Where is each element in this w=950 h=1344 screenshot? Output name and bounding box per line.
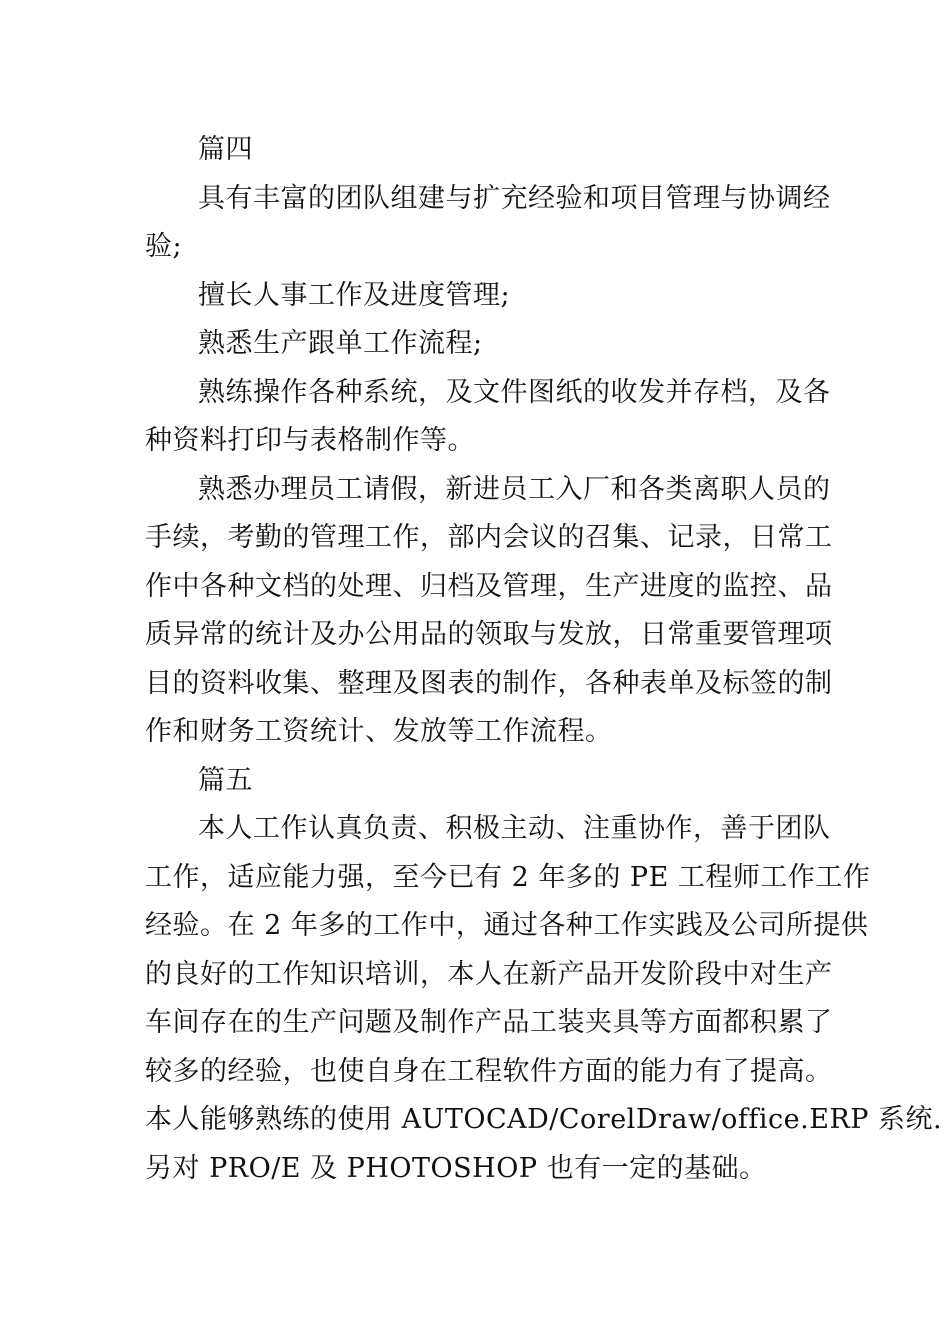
text-line: 擅长人事工作及进度管理; [198,279,511,311]
text-line: 目的资料收集、整理及图表的制作，各种表单及标签的制 [145,667,833,699]
text-line: 本人工作认真负责、积极主动、注重协作，善于团队 [198,813,831,844]
section-heading-5: 篇五 [198,764,253,796]
text-line: 本人能够熟练的使用 AUTOCAD/CorelDraw/office.ERP 系统. [145,1104,943,1135]
text-line: 经验。在 2 年多的工作中，通过各种工作实践及公司所提供 [145,910,869,941]
text-line: 熟悉办理员工请假，新进员工入厂和各类离职人员的 [198,473,831,505]
text-line: 的良好的工作知识培训，本人在新产品开发阶段中对生产 [145,958,833,990]
text-line: 验; [145,231,183,262]
text-line: 质异常的统计及办公用品的领取与发放，日常重要管理项 [145,619,833,650]
text-line: 种资料打印与表格制作等。 [145,425,475,456]
section-heading-4: 篇四 [198,134,253,165]
text-line: 车间存在的生产问题及制作产品工装夹具等方面都积累了 [145,1007,833,1038]
text-line: 作和财务工资统计、发放等工作流程。 [145,716,613,747]
text-line: 手续，考勤的管理工作，部内会议的召集、记录，日常工 [145,522,833,553]
document-body [145,126,943,1193]
text-line: 具有丰富的团队组建与扩充经验和项目管理与协调经 [198,182,831,214]
text-line: 较多的经验，也使自身在工程软件方面的能力有了提高。 [145,1055,833,1087]
text-line: 作中各种文档的处理、归档及管理，生产进度的监控、品 [145,570,833,602]
text-line: 工作，适应能力强，至今已有 2 年多的 PE 工程师工作工作 [145,861,871,893]
text-line: 熟悉生产跟单工作流程; [198,328,483,359]
text-line: 熟练操作各种系统，及文件图纸的收发并存档，及各 [198,376,831,408]
text-line: 另对 PRO/E 及 PHOTOSHOP 也有一定的基础。 [145,1152,767,1184]
